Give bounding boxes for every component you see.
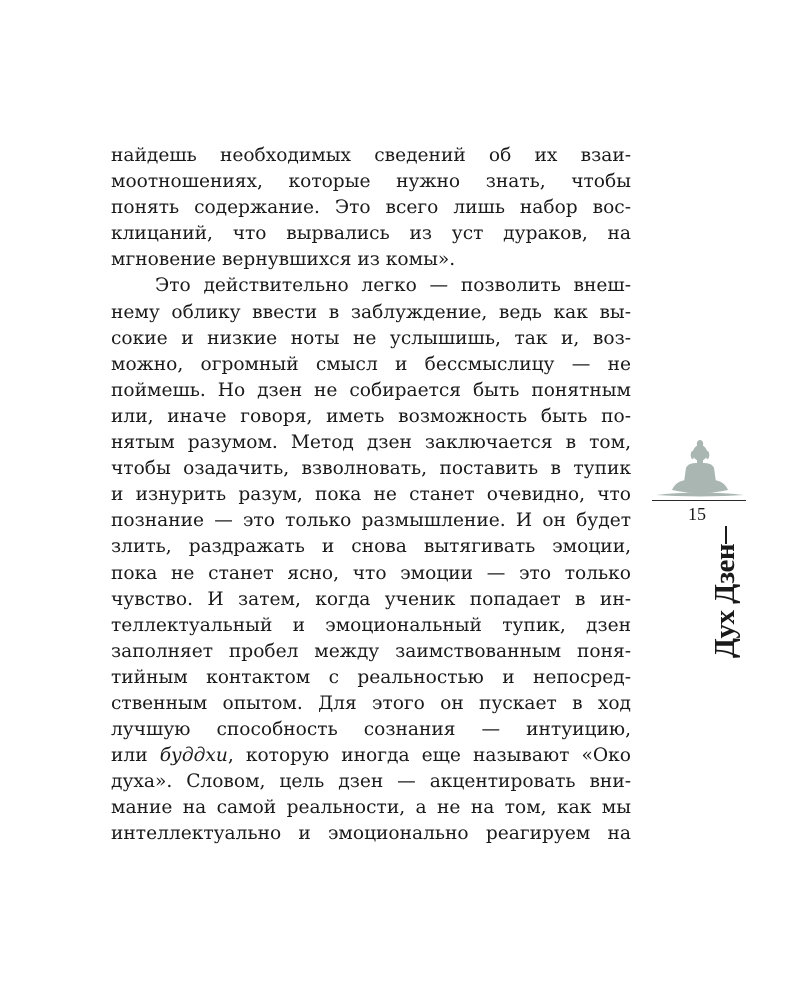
text-line: чувство. И затем, когда ученик попадает в ин- [111,588,631,610]
side-margin [652,438,752,668]
text-fragment: , которую иногда еще называют «Око [227,745,631,767]
running-title-text: Дух Дзен [709,543,741,658]
margin-rule [652,500,746,501]
text-line: сокие и низкие ноты не услышишь, так и, воз- [111,327,631,349]
text-line: моотношениях, которые нужно знать, чтобы [111,171,631,193]
text-line: заполняет пробел между заимствованным поня- [111,640,631,662]
text-line: тийным контактом с реальностью и непосред- [111,666,631,688]
running-title [710,528,740,658]
text-line: ственным опытом. Для этого он пускает в ход [111,692,631,714]
text-line: теллектуальный и эмоциональный тупик, дзен [111,614,631,636]
text-line: нятым разумом. Метод дзен заключается в том, [111,432,631,454]
text-line: лучшую способность сознания — интуицию, [111,719,631,741]
text-line: понять содержание. Это всего лишь набор вос- [111,197,631,219]
text-line: Это действительно легко — позволить внеш- [155,275,631,297]
text-line-italic [111,743,631,769]
text-line: познание — это только размышление. И он будет [111,510,631,532]
italic-term: буддхи [159,745,228,767]
text-line: найдешь необходимых сведений об их взаи- [111,145,631,166]
text-line: можно, огромный смысл и бессмыслицу — не [111,353,631,375]
text-line: пока не станет ясно, что эмоции — это только [111,562,631,584]
text-line: клицаний, что вырвались из уст дураков, на [111,223,631,245]
text-line: мание на самой реальности, а не на том, как мы [111,797,631,819]
text-line: интеллектуально и эмоционально реагируем на [111,823,631,845]
text-line: нему облику ввести в заблуждение, ведь как вы- [111,301,631,323]
body-text [111,143,631,848]
text-line: поймешь. Но дзен не собирается быть понятным [111,379,631,401]
meditating-buddha-icon [652,438,748,500]
text-line: чтобы озадачить, взволновать, поставить в тупик [111,458,631,480]
text-line: злить, раздражать и снова вытягивать эмоции, [111,536,631,558]
page-number: 15 [688,504,706,524]
text-line: мгновение вернувшихся из комы». [111,249,456,271]
text-line: или, иначе говоря, иметь возможность быть по- [111,405,631,427]
text-line: духа». Словом, цель дзен — акцентировать вни- [111,771,631,793]
text-line: и изнурить разум, пока не станет очевидно, что [111,484,631,506]
text-fragment: или [111,745,160,767]
